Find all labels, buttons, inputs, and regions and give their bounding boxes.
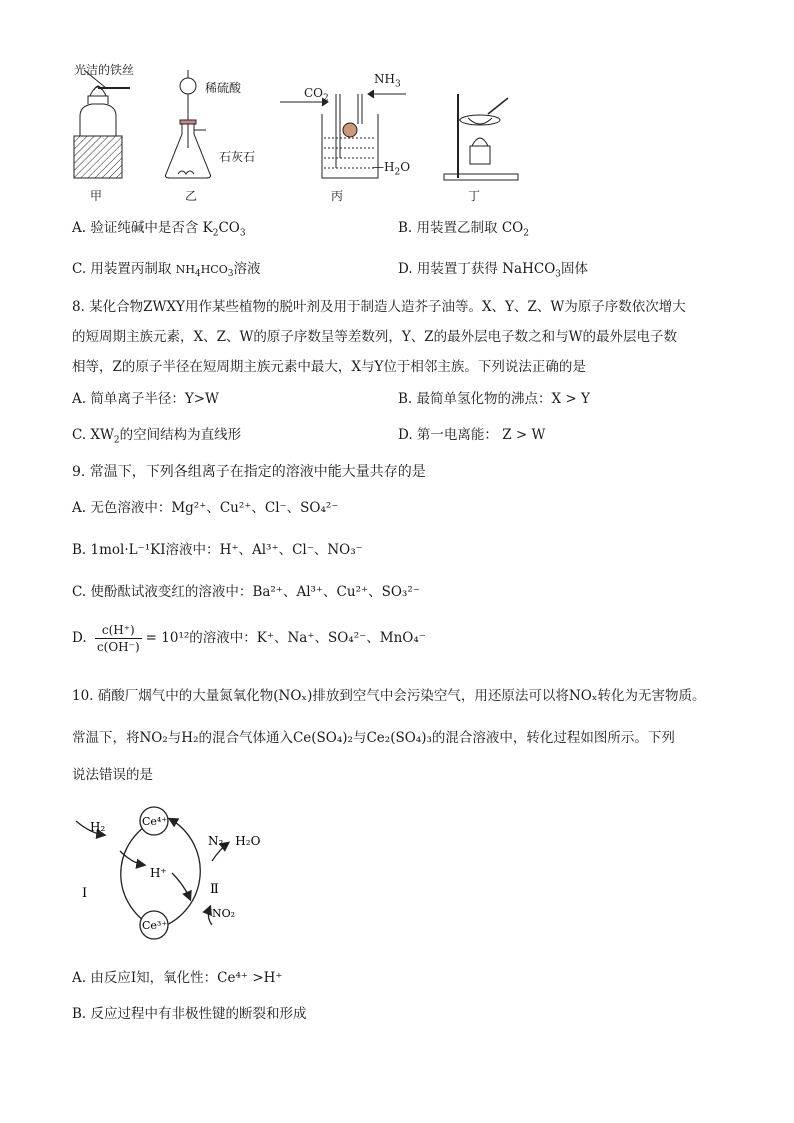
- label-jia: 甲: [90, 189, 103, 203]
- reaction-i-label: Ⅰ: [82, 886, 88, 901]
- apparatus-jia: [74, 70, 130, 178]
- apparatus-ding: [436, 90, 526, 186]
- no2-label: NO₂: [212, 907, 236, 920]
- q10-stem-line2: 常温下，将NO₂与H₂的混合气体通入Ce(SO₄)₂与Ce₂(SO₄)₃的混合溶液中，转化过程如图所示。下列: [72, 730, 675, 746]
- q7-option-d: D. 用装置丁获得 NaHCO$_3$固体: [398, 261, 588, 280]
- apparatus-figure: [66, 58, 426, 208]
- co2-label: $CO_2$: [304, 86, 329, 104]
- q8-stem-line3: 相等，Z的原子半径在短周期主族元素中最大，X与Y位于相邻主族。下列说法正确的是: [72, 359, 586, 375]
- q8-stem-line1: 8. 某化合物ZWXY用作某些植物的脱叶剂及用于制造人造芥子油等。X、Y、Z、W为原子序数依次增大: [72, 299, 686, 315]
- label-yi: 乙: [185, 189, 198, 203]
- q10-option-a: A. 由反应Ⅰ知，氧化性：Ce⁴⁺ >H⁺: [72, 970, 283, 986]
- q9-option-a: A. 无色溶液中：Mg²⁺、Cu²⁺、Cl⁻、SO₄²⁻: [72, 500, 339, 516]
- label-ding: 丁: [468, 189, 481, 203]
- q7-option-a: A. 验证纯碱中是否含 $K_2CO_3$: [72, 220, 246, 239]
- ratio-fraction: $\frac{c(H^+)}{c(OH^-)}$: [96, 623, 140, 654]
- q10-stem-line3: 说法错误的是: [72, 767, 153, 783]
- q8-option-b: B. 最简单氢化物的沸点：X > Y: [398, 391, 590, 407]
- ce3-label: Ce³⁺: [142, 919, 168, 932]
- ce-cycle-diagram: [70, 805, 270, 955]
- reaction-ii-label: Ⅱ: [210, 882, 219, 897]
- q9-stem: 9. 常温下，下列各组离子在指定的溶液中能大量共存的是: [72, 464, 426, 480]
- q9-option-c: C. 使酚酞试液变红的溶液中：Ba²⁺、Al³⁺、Cu²⁺、SO₃²⁻: [72, 584, 420, 600]
- q10-stem-line1: 10. 硝酸厂烟气中的大量氮氧化物(NOₓ)排放到空气中会污染空气，用还原法可以将NOₓ转化为无害物质。: [72, 688, 706, 704]
- limestone-label: 石灰石: [219, 150, 256, 164]
- products-label: N₂、H₂O: [208, 834, 261, 848]
- q9-option-b: B. 1mol·L⁻¹KI溶液中：H⁺、Al³⁺、Cl⁻、NO₃⁻: [72, 542, 363, 558]
- q7-option-b: B. 用装置乙制取 $CO_2$: [398, 220, 529, 239]
- q10-option-b: B. 反应过程中有非极性键的断裂和形成: [72, 1006, 307, 1022]
- nh3-label: $NH_3$: [374, 72, 401, 90]
- q8-option-a: A. 简单离子半径：Y>W: [72, 391, 219, 407]
- hplus-label: H⁺: [150, 866, 167, 880]
- q8-stem-line2: 的短周期主族元素，X、Z、W的原子序数呈等差数列，Y、Z的最外层电子数之和与W的最外层电子数: [72, 329, 678, 345]
- h2o-label: $—H_2O$: [372, 160, 411, 178]
- apparatus-yi: [166, 70, 211, 178]
- h2-label: H₂: [90, 820, 106, 834]
- ce4-label: Ce⁴⁺: [142, 815, 168, 828]
- q8-option-d: D. 第一电离能： Z > W: [398, 427, 546, 443]
- wire-label: 光洁的铁丝: [74, 63, 135, 77]
- label-bing: 丙: [331, 189, 344, 203]
- q9-option-d: D. $\frac{c(H^+)}{c(OH^-)}$ = 10¹²的溶液中：K⁺、Na⁺、SO₄²⁻、MnO₄⁻: [72, 623, 426, 654]
- q7-option-c: C. 用装置丙制取 $NH_4HCO_3$溶液: [72, 261, 261, 280]
- q8-option-c: C. $XW_2$的空间结构为直线形: [72, 427, 242, 446]
- acid-label: 稀硫酸: [205, 81, 242, 95]
